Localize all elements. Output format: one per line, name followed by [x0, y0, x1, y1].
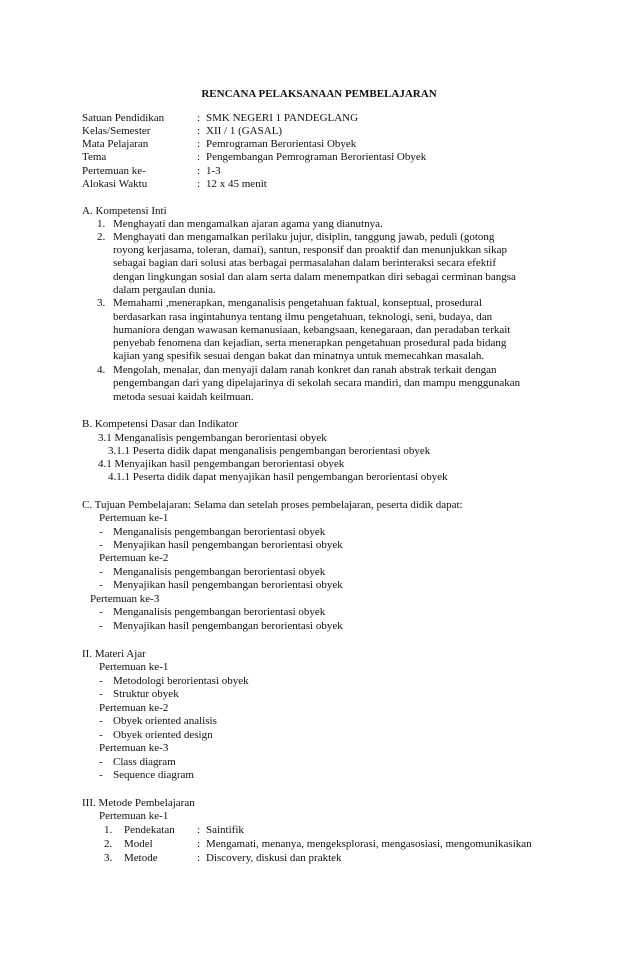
- list-item-text: Class diagram: [113, 756, 176, 768]
- list-item-text: Sequence diagram: [113, 769, 194, 781]
- identity-colon: :: [197, 112, 201, 124]
- identity-value: Pemrograman Berorientasi Obyek: [206, 138, 357, 150]
- list-item-text: dalam pergaulan dunia.: [113, 284, 216, 296]
- dash-bullet: -: [99, 566, 103, 578]
- list-item-text: berdasarkan rasa ingintahunya tentang ilmu pengetahuan, teknologi, seni, budaya, dan: [113, 311, 493, 323]
- dash-bullet: -: [99, 539, 103, 551]
- dash-bullet: -: [99, 579, 103, 591]
- dash-bullet: -: [99, 769, 103, 781]
- method-value: Saintifik: [206, 824, 244, 836]
- meeting-label: Pertemuan ke-1: [99, 810, 169, 822]
- section-heading: A. Kompetensi Inti: [82, 205, 167, 217]
- method-number: 1.: [104, 824, 113, 836]
- identity-label: Pertemuan ke-: [82, 165, 146, 177]
- list-item-text: sebagai bagian dari solusi atas berbagai permasalahan dalam berinteraksi secara efektif: [113, 257, 496, 269]
- method-colon: :: [197, 838, 201, 850]
- identity-colon: :: [197, 165, 201, 177]
- method-label: Metode: [124, 852, 158, 864]
- method-label: Model: [124, 838, 153, 850]
- method-label: Pendekatan: [124, 824, 175, 836]
- method-value: Discovery, diskusi dan praktek: [206, 852, 342, 864]
- list-item-text: Menganalisis pengembangan berorientasi obyek: [113, 526, 326, 538]
- section-heading: B. Kompetensi Dasar dan Indikator: [82, 418, 239, 430]
- list-number: 1.: [97, 218, 106, 230]
- list-item-text: Menghayati dan mengamalkan perilaku jujur, disiplin, tanggung jawab, peduli (gotong: [113, 231, 495, 243]
- list-item-text: Menghayati dan mengamalkan ajaran agama yang dianutnya.: [113, 218, 383, 230]
- meeting-label: Pertemuan ke-1: [99, 661, 169, 673]
- identity-value: SMK NEGERI 1 PANDEGLANG: [206, 112, 359, 124]
- identity-colon: :: [197, 138, 201, 150]
- identity-colon: :: [197, 125, 201, 137]
- identity-colon: :: [197, 178, 201, 190]
- list-item-text: humaniora dengan wawasan kemanusiaan, kebangsaan, kenegaraan, dan peradaban terkait: [113, 324, 511, 336]
- dash-bullet: -: [99, 729, 103, 741]
- document-title: RENCANA PELAKSANAAN PEMBELAJARAN: [201, 88, 437, 100]
- list-item-text: pengembangan dari yang dipelajarinya di sekolah secara mandiri, dan mampu menggunakan: [113, 377, 521, 389]
- meeting-label: Pertemuan ke-1: [99, 512, 169, 524]
- method-number: 2.: [104, 838, 113, 850]
- dash-bullet: -: [99, 606, 103, 618]
- identity-value: XII / 1 (GASAL): [206, 125, 283, 137]
- list-item-text: kajian yang spesifik sesuai dengan bakat dan minatnya untuk memecahkan masalah.: [113, 350, 485, 362]
- list-item-text: Struktur obyek: [113, 688, 179, 700]
- meeting-label: Pertemuan ke-2: [99, 702, 169, 714]
- dash-bullet: -: [99, 688, 103, 700]
- identity-label: Mata Pelajaran: [82, 138, 149, 150]
- indicator-line: 3.1.1 Peserta didik dapat menganalisis pengembangan berorientasi obyek: [108, 445, 431, 457]
- list-item-text: Mengolah, menalar, dan menyaji dalam ranah konkret dan ranah abstrak terkait dengan: [113, 364, 497, 376]
- section-heading: III. Metode Pembelajaran: [82, 797, 195, 809]
- list-number: 3.: [97, 297, 106, 309]
- list-item-text: Menganalisis pengembangan berorientasi obyek: [113, 606, 326, 618]
- method-value: Mengamati, menanya, mengeksplorasi, mengasosiasi, mengomunikasikan: [206, 838, 532, 850]
- list-item-text: Memahami ,menerapkan, menganalisis pengetahuan faktual, konseptual, prosedural: [113, 297, 482, 309]
- indicator-line: 4.1.1 Peserta didik dapat menyajikan hasil pengembangan berorientasi obyek: [108, 471, 448, 483]
- kd-line: 3.1 Menganalisis pengembangan berorientasi obyek: [98, 432, 327, 444]
- list-number: 4.: [97, 364, 106, 376]
- method-colon: :: [197, 824, 201, 836]
- identity-colon: :: [197, 151, 201, 163]
- list-item-text: royong kerjasama, toleran, damai), santun, responsif dan proaktif dan menunjukkan sikap: [113, 244, 508, 256]
- list-item-text: Obyek oriented analisis: [113, 715, 217, 727]
- kd-line: 4.1 Menyajikan hasil pengembangan berorientasi obyek: [98, 458, 345, 470]
- section-heading: C. Tujuan Pembelajaran: Selama dan setelah proses pembelajaran, peserta didik dapat:: [82, 499, 463, 511]
- section-heading: II. Materi Ajar: [82, 648, 146, 660]
- identity-label: Satuan Pendidikan: [82, 112, 165, 124]
- identity-label: Kelas/Semester: [82, 125, 151, 137]
- list-item-text: Menyajikan hasil pengembangan berorientasi obyek: [113, 539, 343, 551]
- list-item-text: Menganalisis pengembangan berorientasi obyek: [113, 566, 326, 578]
- list-item-text: Obyek oriented design: [113, 729, 213, 741]
- list-item-text: Menyajikan hasil pengembangan berorientasi obyek: [113, 620, 343, 632]
- list-number: 2.: [97, 231, 106, 243]
- dash-bullet: -: [99, 756, 103, 768]
- identity-value: 1-3: [206, 165, 221, 177]
- list-item-text: dengan lingkungan sosial dan alam serta dalam menempatkan diri sebagai cerminan bangsa: [113, 271, 516, 283]
- identity-label: Tema: [82, 151, 107, 163]
- meeting-label: Pertemuan ke-2: [99, 552, 169, 564]
- identity-value: 12 x 45 menit: [206, 178, 267, 190]
- dash-bullet: -: [99, 526, 103, 538]
- meeting-label: Pertemuan ke-3: [99, 742, 169, 754]
- method-colon: :: [197, 852, 201, 864]
- list-item-text: Menyajikan hasil pengembangan berorientasi obyek: [113, 579, 343, 591]
- dash-bullet: -: [99, 675, 103, 687]
- list-item-text: penyebab fenomena dan kejadian, serta menerapkan pengetahuan prosedural pada bidang: [113, 337, 507, 349]
- dash-bullet: -: [99, 620, 103, 632]
- identity-value: Pengembangan Pemrograman Berorientasi Obyek: [206, 151, 427, 163]
- list-item-text: Metodologi berorientasi obyek: [113, 675, 249, 687]
- meeting-label: Pertemuan ke-3: [90, 593, 160, 605]
- list-item-text: metoda sesuai kaidah keilmuan.: [113, 391, 254, 403]
- identity-label: Alokasi Waktu: [82, 178, 148, 190]
- method-number: 3.: [104, 852, 113, 864]
- dash-bullet: -: [99, 715, 103, 727]
